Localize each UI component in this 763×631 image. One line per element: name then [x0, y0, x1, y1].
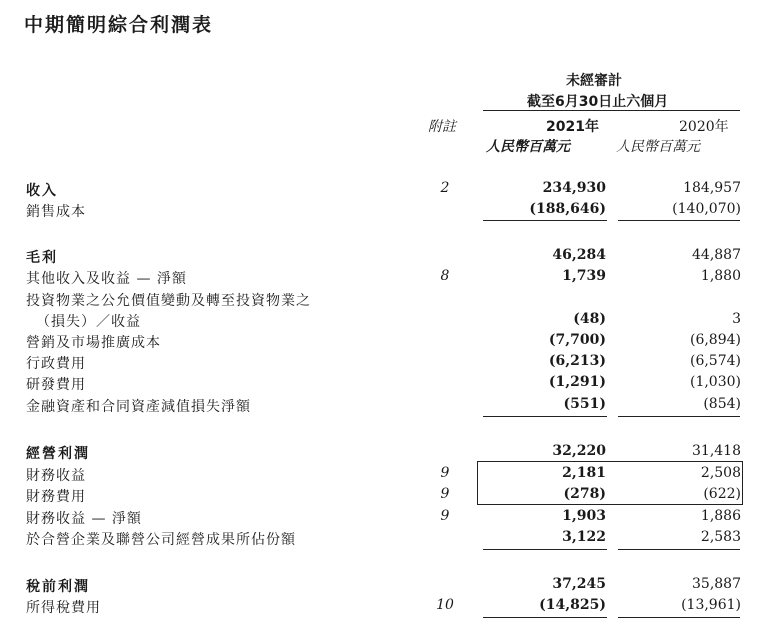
- row-value-2021: (278): [563, 486, 606, 502]
- row-label: 收入: [26, 183, 58, 199]
- row-value-2021: 3,122: [562, 529, 606, 545]
- year-current-header: 2021年: [546, 119, 599, 135]
- row-revenue: [0, 178, 763, 200]
- subtotal-rule-2020: [618, 416, 740, 417]
- row-investment-property-loss-gain: [0, 309, 763, 331]
- row-profit-before-tax: [0, 574, 763, 596]
- row-value-2021: (1,291): [548, 374, 606, 390]
- row-label: 其他收入及收益 — 淨額: [26, 271, 187, 287]
- period-header: 截至6月30日止六個月: [527, 94, 669, 110]
- row-other-income: [0, 266, 763, 288]
- row-label: 毛利: [26, 250, 58, 266]
- row-value-2021: 234,930: [542, 180, 606, 196]
- row-value-2021: 46,284: [552, 247, 606, 263]
- subtotal-rule-2020: [618, 549, 740, 550]
- row-value-2020: (1,030): [689, 374, 741, 390]
- row-value-2020: 2,508: [700, 465, 741, 481]
- row-investment-property-fv: [0, 288, 763, 310]
- subtotal-rule-2021: [483, 549, 607, 550]
- row-label: 所得稅費用: [26, 600, 101, 616]
- row-value-2020: 31,418: [692, 443, 741, 459]
- row-note: 2: [440, 180, 450, 196]
- row-value-2020: 35,887: [692, 576, 741, 592]
- subtotal-rule-2020: [618, 617, 740, 618]
- row-value-2021: (14,825): [539, 597, 606, 613]
- row-value-2020: (6,574): [689, 353, 741, 369]
- row-label: 稅前利潤: [26, 579, 90, 595]
- row-value-2021: 2,181: [562, 465, 606, 481]
- row-label: 營銷及市場推廣成本: [26, 335, 161, 351]
- row-label: 銷售成本: [26, 204, 86, 220]
- row-value-2021: (7,700): [548, 332, 606, 348]
- row-label: 行政費用: [26, 356, 86, 372]
- subtotal-rule-2021: [483, 617, 607, 618]
- row-note: 10: [436, 597, 454, 613]
- subtotal-rule-2020: [618, 220, 740, 221]
- unit-current-header: 人民幣百萬元: [486, 139, 570, 155]
- row-value-2020: (140,070): [672, 201, 741, 217]
- row-finance-income-net: [0, 506, 763, 528]
- subtotal-rule-2021: [483, 220, 607, 221]
- row-label: 研發費用: [26, 377, 86, 393]
- row-value-2020: 1,880: [700, 268, 741, 284]
- row-label: 於合營企業及聯營公司經營成果所佔份額: [26, 532, 296, 548]
- row-finance-income: [0, 463, 763, 485]
- row-note: 9: [440, 465, 450, 481]
- row-value-2020: 184,957: [683, 180, 741, 196]
- row-value-2021: 37,245: [552, 576, 606, 592]
- year-prior-header: 2020年: [679, 119, 729, 135]
- row-value-2020: 1,886: [700, 508, 741, 524]
- period-header-rule: [483, 110, 740, 111]
- subtotal-rule-2021: [483, 416, 607, 417]
- row-value-2021: (188,646): [529, 201, 606, 217]
- row-value-2020: 44,887: [692, 247, 741, 263]
- row-operating-profit: [0, 441, 763, 463]
- row-label: 財務費用: [26, 489, 86, 505]
- row-gross-profit: [0, 245, 763, 267]
- row-value-2020: 2,583: [700, 529, 741, 545]
- row-label: 財務收益: [26, 468, 86, 484]
- row-impairment-losses: [0, 394, 763, 416]
- row-label: 金融資產和合同資產減值損失淨額: [26, 399, 251, 415]
- row-label: 經營利潤: [26, 446, 90, 462]
- row-label: 投資物業之公允價值變動及轉至投資物業之: [26, 293, 311, 309]
- row-value-2020: (854): [703, 396, 741, 412]
- row-value-2021: 1,903: [562, 508, 606, 524]
- row-admin-expenses: [0, 351, 763, 373]
- row-value-2021: (551): [563, 396, 606, 412]
- row-value-2020: (13,961): [681, 597, 741, 613]
- row-label: 財務收益 — 淨額: [26, 511, 142, 527]
- row-value-2020: (6,894): [689, 332, 741, 348]
- row-value-2021: 1,739: [562, 268, 606, 284]
- row-note: 8: [440, 268, 450, 284]
- statement-title: 中期簡明綜合利潤表: [24, 14, 214, 36]
- row-value-2021: (48): [573, 311, 606, 327]
- row-income-tax: [0, 595, 763, 617]
- row-value-2021: (6,213): [548, 353, 606, 369]
- row-rnd-expenses: [0, 372, 763, 394]
- unit-prior-header: 人民幣百萬元: [616, 139, 700, 155]
- row-value-2021: 32,220: [552, 443, 606, 459]
- row-finance-costs: [0, 484, 763, 506]
- unaudited-header: 未經審計: [566, 73, 622, 89]
- row-note: 9: [440, 508, 450, 524]
- row-marketing-costs: [0, 330, 763, 352]
- row-label: （損失）／收益: [36, 314, 141, 330]
- row-note: 9: [440, 486, 450, 502]
- row-value-2020: (622): [703, 486, 741, 502]
- row-cost-of-sales: [0, 199, 763, 221]
- row-value-2020: 3: [732, 311, 741, 327]
- row-share-of-results: [0, 527, 763, 549]
- note-column-header: 附註: [428, 119, 456, 135]
